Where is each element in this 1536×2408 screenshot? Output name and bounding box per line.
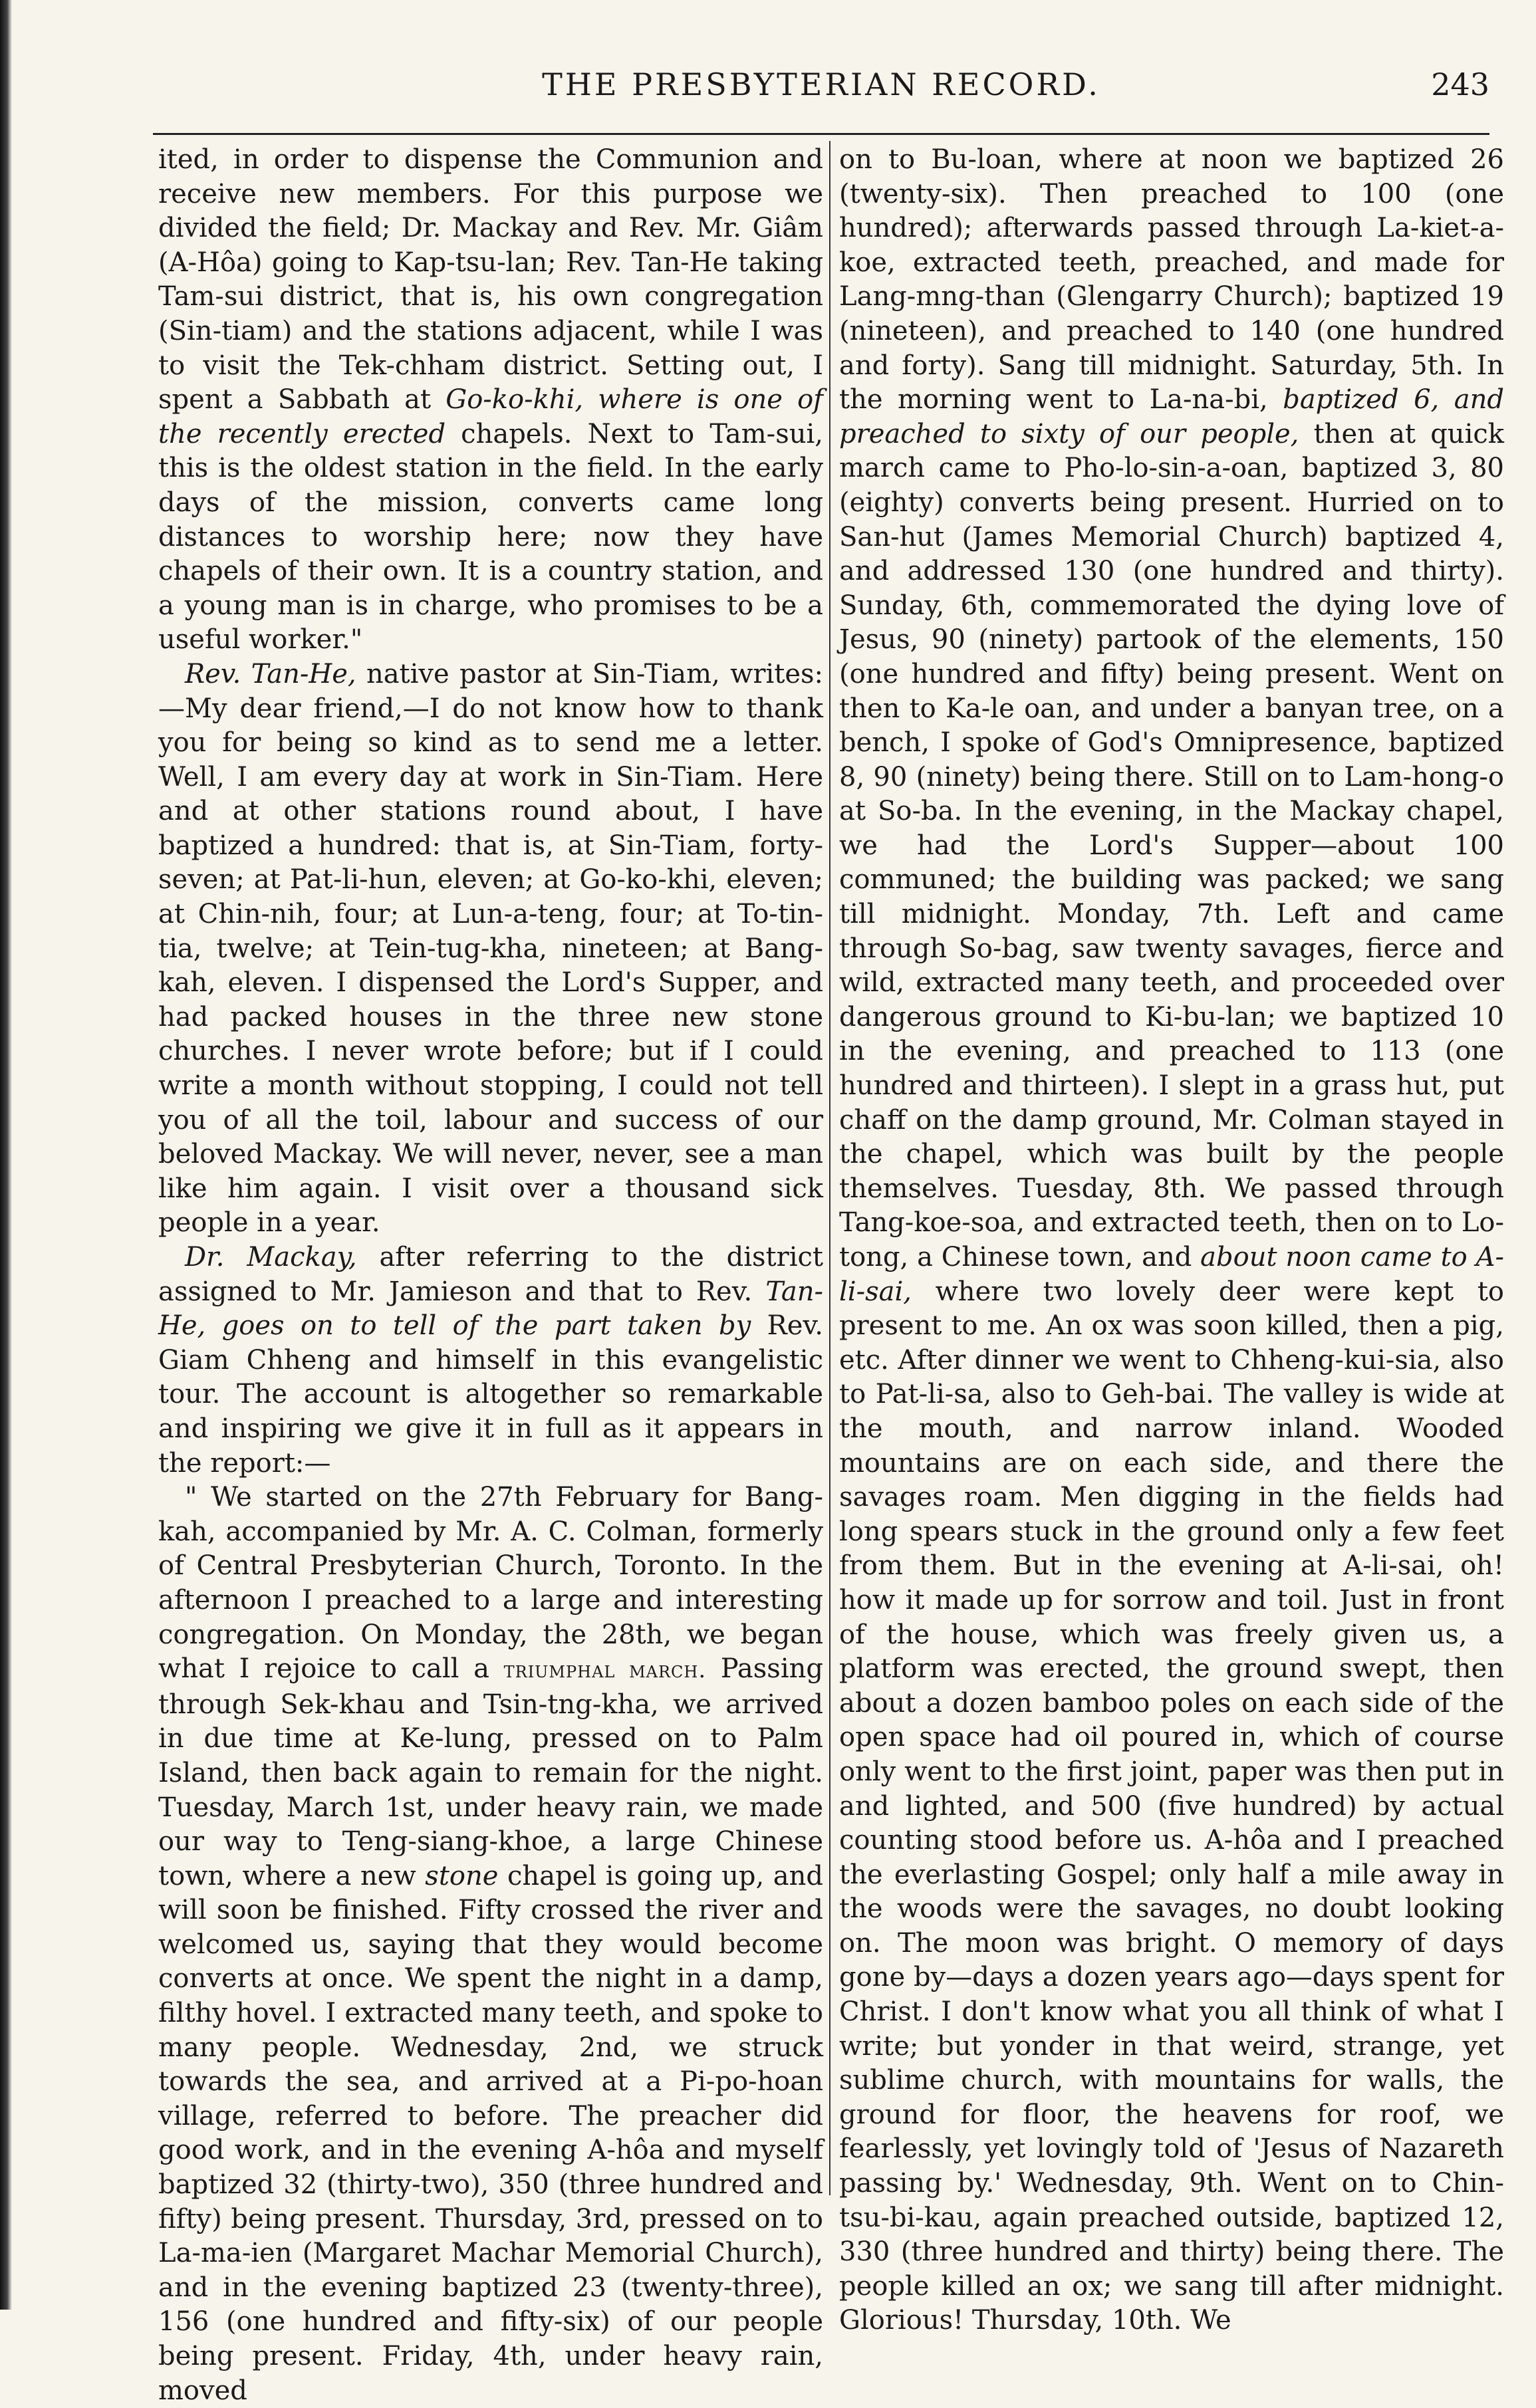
- text-run: after referring to the district assigned to Mr. Jamieson and that to Rev.: [158, 1242, 823, 1307]
- author-name: Rev. Tan-He,: [185, 658, 356, 689]
- text-run: on to Bu-loan, where at noon we baptized 26 (twenty-six). Then preached to 100 (one hundred); afterwards passed through La-kiet-a-koe, extracted teeth, preached, and made for Lang-mng-than (Glengarry Church); baptized 19 (nineteen), and preached to 140 (one hundred and forty). Sang till midnight. Saturday, 5th. In the morning went to La-na-bi,: [839, 144, 1504, 416]
- text-run: " We started on the 27th February for Bang-kah, accompanied by Mr. A. C. Colman, formerly of Central Presbyterian Church, Toronto. In the afternoon I preached to a large and interesting congregation. On Monday, the 28th, we began what I rejoice to call a: [158, 1482, 823, 1685]
- text-run: ited, in order to dispense the Communion and receive new members. For this purpose we divided the field; Dr. Mackay and Rev. Mr. Giâm (A-Hôa) going to Kap-tsu-lan; Rev. Tan-He taking Tam-sui district, that is, his own congregation (Sin-tiam) and the stations adjacent, while I was to visit the Tek-chham district. Setting out, I spent a Sabbath at: [158, 144, 823, 416]
- left-column: [158, 143, 823, 2408]
- small-caps-text: triumphal march.: [503, 1657, 707, 1684]
- text-run: chapel is going up, and will soon be finished. Fifty crossed the river and welcomed us, saying that they would become converts at once. We spent the night in a damp, filthy hovel. I extracted many teeth, and spoke to many people. Wednesday, 2nd, we struck towards the sea, and arrived at a Pi-po-hoan village, referred to before. The preacher did good work, and in the evening A-hôa and myself baptized 32 (thirty-two), 350 (three hundred and fifty) being present. Thursday, 3rd, pressed on to La-ma-ien (Margaret Machar Memorial Church), and in the evening baptized 23 (twenty-three), 156 (one hundred and fifty-six) of our people being present. Friday, 4th, under heavy rain, moved: [158, 1860, 824, 2406]
- paragraph-mackay: [158, 1241, 823, 1481]
- paragraph-continuation: [839, 143, 1504, 2338]
- text-run: Passing through Sek-khau and Tsin-tng-kha, we arrived in due time at Ke-lung, pressed on to Palm Island, then back again to remain for the night. Tuesday, March 1st, under heavy rain, we made our way to Teng-siang-khoe, a large Chinese town, where a new: [158, 1653, 823, 1891]
- text-run: native pastor at Sin-Tiam, writes:—My dear friend,—I do not know how to thank you for being so kind as to send me a letter. Well, I am every day at work in Sin-Tiam. Here and at other stations round about, I have baptized a hundred: that is, at Sin-Tiam, forty-seven; at Pat-li-hun, eleven; at Go-ko-khi, eleven; at Chin-nih, four; at Lun-a-teng, four; at To-tin-tia, twelve; at Tein-tug-kha, nineteen; at Bang-kah, eleven. I dispensed the Lord's Supper, and had packed houses in the three new stone churches. I never wrote before; but if I could write a month without stopping, I could not tell you of all the toil, labour and success of our beloved Mackay. We will never, never, see a man like him again. I visit over a thousand sick people in a year.: [158, 658, 823, 1239]
- page-header: [153, 66, 1489, 120]
- text-run: then at quick march came to Pho-lo-sin-a-oan, baptized 3, 80 (eighty) converts being present. Hurried on to San-hut (James Memorial Church) baptized 4, and addressed 130 (one hundred and thirty). Sunday, 6th, commemorated the dying love of Jesus, 90 (ninety) partook of the elements, 150 (one hundred and fifty) being present. Went on then to Ka-le oan, and under a banyan tree, on a bench, I spoke of God's Omnipresence, baptized 8, 90 (ninety) being there. Still on to Lam-hong-o at So-ba. In the evening, in the Mackay chapel, we had the Lord's Supper—about 100 communed; the building was packed; we sang till midnight. Monday, 7th. Left and came through So-bag, saw twenty savages, fierce and wild, extracted many teeth, and proceeded over dangerous ground to Ki-bu-lan; we baptized 10 in the evening, and preached to 113 (one hundred and thirteen). I slept in a grass hut, put chaff on the damp ground, Mr. Colman stayed in the chapel, which was built by the people themselves. Tuesday, 8th. We passed through Tang-koe-soa, and extracted teeth, then on to Lo-tong, a Chinese town, and: [839, 418, 1505, 1272]
- paragraph-continuation: [158, 143, 823, 658]
- header-rule: [153, 133, 1489, 135]
- journal-title: THE PRESBYTERIAN RECORD.: [542, 66, 1100, 102]
- text-run: Rev. Giam Chheng and himself in this evangelistic tour. The account is altogether so remarkable and inspiring we give it in full as it appears in the report:—: [158, 1310, 823, 1479]
- italic-text: about noon came to A-li-sai,: [839, 1242, 1504, 1307]
- page-number: 243: [1431, 66, 1489, 102]
- italic-text: stone: [425, 1860, 499, 1891]
- italic-text: Tan-He, goes on to tell of the part taken by: [158, 1276, 824, 1342]
- text-run: chapels. Next to Tam-sui, this is the oldest station in the field. In the early days of the mission, converts came long distances to worship here; now they have chapels of their own. It is a country station, and a young man is in charge, who promises to be a useful worker.": [158, 418, 823, 656]
- italic-text: baptized 6, and preached to sixty of our people,: [839, 384, 1504, 449]
- text-run: where two lovely deer were kept to present to me. An ox was soon killed, then a pig, etc. After dinner we went to Chheng-kui-sia, also to Pat-li-sa, also to Geh-bai. The valley is wide at the mouth, and narrow inland. Wooded mountains are on each side, and there the savages roam. Men digging in the fields had long spears stuck in the ground only a few feet from them. But in the evening at A-li-sai, oh! how it made up for sorrow and toil. Just in front of the house, which was freely given us, a platform was erected, the ground swept, then about a dozen bamboo poles on each side of the open space had oil poured in, which of course only went to the first joint, paper was then put in and lighted, and 500 (five hundred) by actual counting stood before us. A-hôa and I preached the everlasting Gospel; only half a mile away in the woods were the savages, no doubt looking on. The moon was bright. O memory of days gone by—days a dozen years ago—days spent for Christ. I don't know what you all think of what I write; but yonder in that weird, strange, yet sublime church, with mountains for walls, the ground for floor, the heavens for roof, we fearlessly, yet lovingly told of 'Jesus of Nazareth passing by.' Wednesday, 9th. Went on to Chin-tsu-bi-kau, again preached outside, baptized 12, 330 (three hundred and thirty) being there. The people killed an ox; we sang till after midnight. Glorious! Thursday, 10th. We: [839, 1276, 1504, 2336]
- author-name: Dr. Mackay,: [185, 1242, 357, 1272]
- italic-text: Go-ko-khi, where is one of the recently erected: [158, 384, 823, 449]
- column-divider: [829, 141, 831, 2195]
- page-binding-edge: [0, 0, 12, 2310]
- paragraph-report: [158, 1481, 823, 2408]
- paragraph-tan-he: [158, 658, 823, 1241]
- right-column: [839, 143, 1504, 2338]
